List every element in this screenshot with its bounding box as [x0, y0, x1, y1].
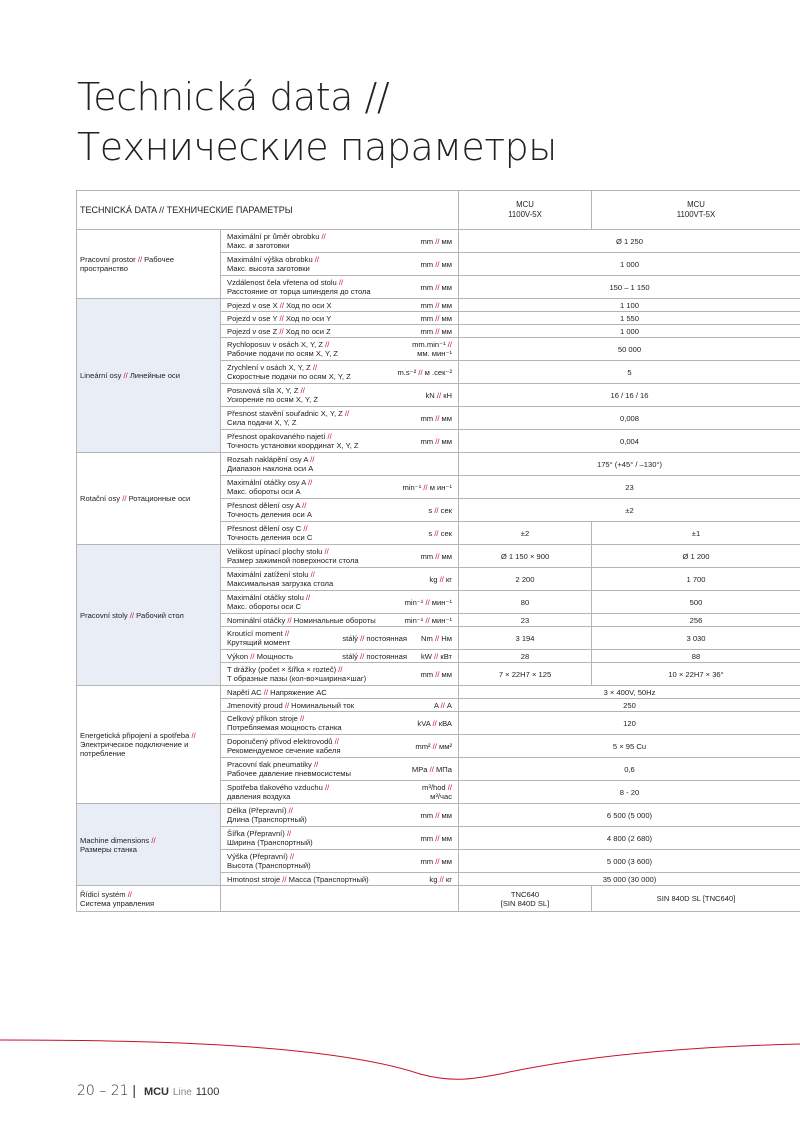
- parameter-cell: [221, 699, 459, 712]
- parameter-label: T drážky (počet × šířka × rozteč) // T образные пазы (кол-во×ширина×шаг): [227, 665, 367, 683]
- model-number: 1100: [195, 1086, 220, 1098]
- table-row: [77, 545, 800, 568]
- parameter-cell: [221, 850, 459, 873]
- value-both-models: Ø 1 250: [459, 230, 800, 253]
- parameter-label: Velikost upínací plochy stolu // Размер зажимной поверхности стола: [227, 547, 359, 565]
- parameter-label: Maximální otáčky osy A // Макс. обороты оси A: [227, 478, 313, 496]
- parameter-cell: [221, 735, 459, 758]
- parameter-cell: [221, 827, 459, 850]
- model-header-2: MCU 1100VT-5X: [592, 191, 800, 230]
- parameter-cell: [221, 712, 459, 735]
- parameter-unit: mm // мм: [420, 436, 452, 446]
- value-model-1: 2 200: [459, 568, 592, 591]
- parameter-label: Pojezd v ose Y // Ход по оси Y: [227, 313, 332, 323]
- title-line-czech: Technická data //: [77, 75, 390, 119]
- page-numbers: 20 – 21: [77, 1083, 129, 1099]
- parameter-label: Doporučený přívod elektrovodů // Рекомендуемое сечение кабеля: [227, 737, 341, 755]
- value-both-models: 1 550: [459, 312, 800, 325]
- parameter-unit: mm // мм: [420, 259, 452, 269]
- table-row: [77, 230, 800, 253]
- parameter-unit: mm // мм: [420, 326, 452, 336]
- parameter-label: Spotřeba tlakového vzduchu // давления воздуха: [227, 783, 330, 801]
- parameter-cell: [221, 430, 459, 453]
- decorative-curve: [0, 1030, 800, 1090]
- value-both-models: 0,008: [459, 407, 800, 430]
- parameter-cell: [221, 686, 459, 699]
- technical-data-table: [76, 190, 800, 912]
- value-both-models: 5: [459, 361, 800, 384]
- parameter-label: Kroutící moment // Крутящий момент: [227, 629, 291, 647]
- parameter-label: Výkon // Мощность: [227, 651, 294, 661]
- value-both-models: 6 500 (5 000): [459, 804, 800, 827]
- value-model-2: 3 030: [592, 627, 800, 650]
- parameter-cell: [221, 873, 459, 886]
- parameter-cell: [221, 338, 459, 361]
- parameter-cell: [221, 299, 459, 312]
- group-label: Rotační osy // Ротационные оси: [77, 453, 221, 545]
- parameter-label: Zrychlení v osách X, Y, Z // Скоростные подачи по осям X, Y, Z: [227, 363, 351, 381]
- parameter-cell: [221, 476, 459, 499]
- group-label: Lineární osy // Линейные оси: [77, 299, 221, 453]
- parameter-label: Nominální otáčky // Номинальные обороты: [227, 615, 376, 625]
- value-model-1: 80: [459, 591, 592, 614]
- page-footer: [77, 1082, 219, 1099]
- value-both-models: 35 000 (30 000): [459, 873, 800, 886]
- parameter-cell: [221, 591, 459, 614]
- parameter-unit: mm // мм: [420, 833, 452, 843]
- value-model-1: 23: [459, 614, 592, 627]
- parameter-label: Maximální pr ůměr obrobku // Макс. ø заготовки: [227, 232, 326, 250]
- parameter-label: Přesnost stavění souřadnic X, Y, Z // Сила подачи X, Y, Z: [227, 409, 350, 427]
- parameter-label: Přesnost dělení osy A // Точность деления оси A: [227, 501, 312, 519]
- value-both-models: 1 000: [459, 253, 800, 276]
- value-both-models: 1 100: [459, 299, 800, 312]
- parameter-cell: [221, 312, 459, 325]
- parameter-unit: mm // мм: [420, 236, 452, 246]
- table-row: [77, 453, 800, 476]
- parameter-label: Pojezd v ose Z // Ход по оси Z: [227, 326, 331, 336]
- parameter-label: Rozsah naklápění osy A // Диапазон наклона оси A: [227, 455, 315, 473]
- parameter-label: Maximální zatížení stolu // Максимальная загрузка стола: [227, 570, 334, 588]
- parameter-label: Přesnost dělení osy C // Точность деления оси C: [227, 524, 313, 542]
- parameter-cell: [221, 663, 459, 686]
- parameter-cell: [221, 545, 459, 568]
- value-both-models: 0,6: [459, 758, 800, 781]
- parameter-cell: [221, 627, 459, 650]
- parameter-label: Maximální výška obrobku // Макс. высота заготовки: [227, 255, 320, 273]
- title-line-russian: Технические параметры: [77, 125, 557, 169]
- parameter-label: Posuvová síla X, Y, Z // Ускорение по осям X, Y, Z: [227, 386, 318, 404]
- parameter-unit: mm // мм: [420, 669, 452, 679]
- parameter-unit: kVA // кВА: [417, 718, 452, 728]
- value-model-1: 28: [459, 650, 592, 663]
- value-both-models: 8 - 20: [459, 781, 800, 804]
- value-model-2: 88: [592, 650, 800, 663]
- parameter-unit: kW // кВт: [420, 651, 452, 661]
- parameter-cell: [221, 325, 459, 338]
- parameter-unit: kN // кН: [425, 390, 452, 400]
- control-system-model-2: SIN 840D SL [TNC640]: [592, 886, 800, 912]
- value-both-models: 150 – 1 150: [459, 276, 800, 299]
- model-header-1: MCU 1100V-5X: [459, 191, 592, 230]
- parameter-cell: [221, 276, 459, 299]
- parameter-unit: min⁻¹ // мин⁻¹: [404, 597, 452, 607]
- parameter-unit: Nm // Нм: [421, 633, 452, 643]
- parameter-label: Pojezd v ose X // Ход по оси X: [227, 300, 332, 310]
- value-both-models: 4 800 (2 680): [459, 827, 800, 850]
- value-both-models: 0,004: [459, 430, 800, 453]
- value-model-1: ±2: [459, 522, 592, 545]
- value-both-models: 16 / 16 / 16: [459, 384, 800, 407]
- value-both-models: 1 000: [459, 325, 800, 338]
- page-title: [77, 72, 557, 172]
- parameter-unit: min⁻¹ // мин⁻¹: [404, 615, 452, 625]
- parameter-cell: [221, 781, 459, 804]
- value-model-2: Ø 1 200: [592, 545, 800, 568]
- parameter-label: Jmenovitý proud // Номинальный ток: [227, 700, 355, 710]
- parameter-cell: [221, 758, 459, 781]
- table-row: [77, 299, 800, 312]
- table-header-row: [77, 191, 800, 230]
- parameter-cell: [221, 361, 459, 384]
- group-label: Energetická připojení a spotřeba // Электрическое подключение и потребление: [77, 686, 221, 804]
- value-both-models: 23: [459, 476, 800, 499]
- product-line: Line: [172, 1087, 192, 1098]
- group-label: Pracovní prostor // Рабочее пространство: [77, 230, 221, 299]
- value-both-models: 175° (+45° / –130°): [459, 453, 800, 476]
- parameter-label: Vzdálenost čela vřetena od stolu // Расстояние от торца шпинделя до стола: [227, 278, 371, 296]
- value-both-models: 5 000 (3 600): [459, 850, 800, 873]
- table-header-label: TECHNICKÁ DATA // ТЕХНИЧЕСКИЕ ПАРАМЕТРЫ: [77, 191, 459, 230]
- parameter-unit: mm // мм: [420, 282, 452, 292]
- value-model-1: 3 194: [459, 627, 592, 650]
- value-model-1: Ø 1 150 × 900: [459, 545, 592, 568]
- parameter-label: Celkový příkon stroje // Потребляемая мощность станка: [227, 714, 342, 732]
- value-both-models: ±2: [459, 499, 800, 522]
- parameter-cell: [221, 230, 459, 253]
- parameter-cell: [221, 453, 459, 476]
- parameter-unit: mm // мм: [420, 300, 452, 310]
- parameter-unit: A // А: [433, 700, 452, 710]
- table-row: [77, 686, 800, 699]
- group-label: Pracovní stoly // Рабочий стол: [77, 545, 221, 686]
- parameter-unit: m³/hod // м³/час: [422, 783, 452, 801]
- value-both-models: 250: [459, 699, 800, 712]
- parameter-unit: mm // мм: [420, 551, 452, 561]
- parameter-cell: [221, 253, 459, 276]
- group-label: Machine dimensions // Размеры станка: [77, 804, 221, 886]
- value-both-models: 5 × 95 Cu: [459, 735, 800, 758]
- parameter-label: Šířka (Přepravní) // Ширина (Транспортный): [227, 829, 313, 847]
- parameter-unit: kg // кг: [429, 874, 452, 884]
- parameter-label: Přesnost opakovaného najetí // Точность установки координат X, Y, Z: [227, 432, 359, 450]
- parameter-cell: [221, 407, 459, 430]
- parameter-unit: s // сек: [428, 505, 452, 515]
- control-system-model-1: TNC640 [SIN 840D SL]: [459, 886, 592, 912]
- value-model-2: 256: [592, 614, 800, 627]
- parameter-unit: kg // кг: [429, 574, 452, 584]
- parameter-unit: mm² // мм²: [415, 741, 452, 751]
- parameter-cell: [221, 499, 459, 522]
- value-model-2: 500: [592, 591, 800, 614]
- parameter-cell: [221, 522, 459, 545]
- parameter-label: Maximální otáčky stolu // Макс. обороты оси C: [227, 593, 311, 611]
- parameter-label: Napětí AC // Напряжение AC: [227, 687, 327, 697]
- parameter-unit: mm // мм: [420, 313, 452, 323]
- value-both-models: 50 000: [459, 338, 800, 361]
- parameter-label: Rychloposuv v osách X, Y, Z // Рабочие подачи по осям X, Y, Z: [227, 340, 338, 358]
- control-system-label: Řídicí systém // Система управления: [77, 886, 221, 912]
- parameter-unit: m.s⁻² // м .сек⁻²: [397, 367, 452, 377]
- parameter-unit: mm // мм: [420, 856, 452, 866]
- parameter-cell: [221, 614, 459, 627]
- parameter-cell: [221, 804, 459, 827]
- table-row: [77, 804, 800, 827]
- value-model-2: 1 700: [592, 568, 800, 591]
- parameter-unit: s // сек: [428, 528, 452, 538]
- parameter-label: Hmotnost stroje // Масса (Транспортный): [227, 874, 369, 884]
- parameter-unit: mm.min⁻¹ // мм. мин⁻¹: [412, 340, 452, 358]
- parameter-condition: stálý // постоянная: [342, 651, 407, 661]
- parameter-cell: [221, 568, 459, 591]
- parameter-unit: mm // мм: [420, 810, 452, 820]
- control-system-row: [77, 886, 800, 912]
- brand-name: MCU: [143, 1086, 170, 1098]
- value-model-1: 7 × 22H7 × 125: [459, 663, 592, 686]
- control-system-empty: [221, 886, 459, 912]
- table-body: [77, 230, 800, 912]
- value-model-2: ±1: [592, 522, 800, 545]
- parameter-unit: mm // мм: [420, 413, 452, 423]
- value-both-models: 120: [459, 712, 800, 735]
- parameter-cell: [221, 384, 459, 407]
- parameter-unit: MPa // МПа: [411, 764, 452, 774]
- parameter-cell: [221, 650, 459, 663]
- footer-separator: |: [132, 1082, 137, 1098]
- parameter-unit: min⁻¹ // м ин⁻¹: [402, 482, 452, 492]
- parameter-label: Výška (Přepravní) // Высота (Транспортный): [227, 852, 311, 870]
- value-model-2: 10 × 22H7 × 36°: [592, 663, 800, 686]
- parameter-label: Délka (Přepravní) // Длина (Транспортный): [227, 806, 307, 824]
- parameter-label: Pracovní tlak pneumatiky // Рабочее давление пневмосистемы: [227, 760, 351, 778]
- parameter-condition: stálý // постоянная: [342, 633, 408, 643]
- value-both-models: 3 × 400V, 50Hz: [459, 686, 800, 699]
